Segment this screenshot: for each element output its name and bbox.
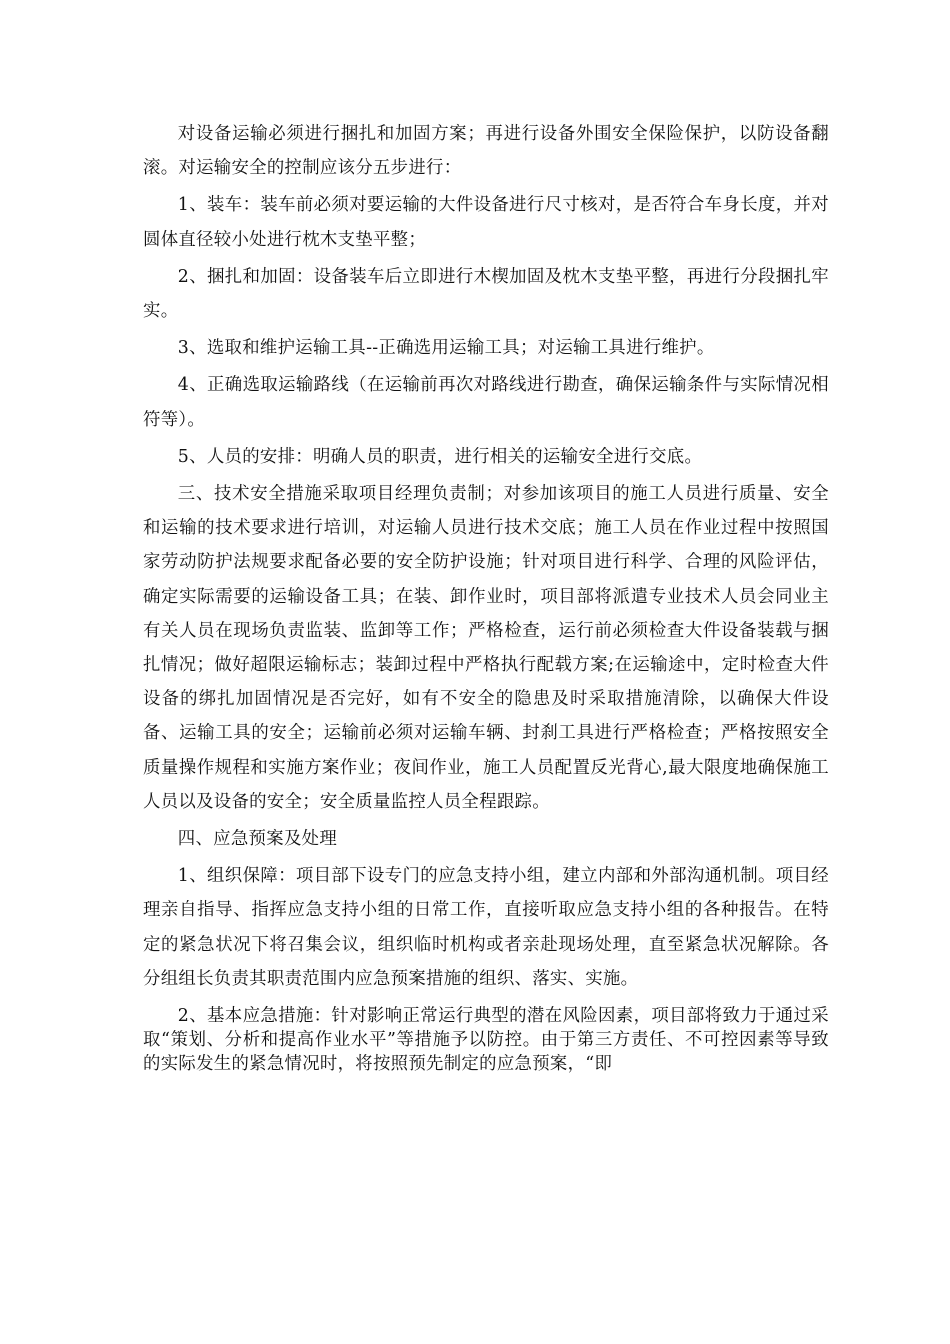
- section-heading-4-emergency: 四、应急预案及处理: [177, 829, 338, 850]
- paragraph-step-3-tools: 3、选取和维护运输工具--正确选用运输工具；对运输工具进行维护。: [177, 338, 715, 359]
- paragraph-emergency-measures: 2、基本应急措施：针对影响正常运行典型的潜在风险因素，项目部将致力于通过采取“策划、分析和提高作业水平”等措施予以防控。由于第三方责任、不可控因素等导致的实际发生的紧急情况时，将按照预先制定的应急预案，“即: [143, 1006, 829, 1075]
- paragraph-step-2-binding: 2、捆扎和加固：设备装车后立即进行木楔加固及枕木支垫平整，再进行分段捆扎牢实。: [143, 266, 829, 322]
- document-body: [143, 117, 829, 1076]
- paragraph-emergency-organization: 1、组织保障：项目部下设专门的应急支持小组，建立内部和外部沟通机制。项目经理亲自指导、指挥应急支持小组的日常工作，直接听取应急支持小组的各种报告。在特定的紧急状况下将召集会议，组织临时机构或者亲赴现场处理，直至紧急状况解除。各分组组长负责其职责范围内应急预案措施的组织、落实、实施。: [143, 866, 829, 989]
- paragraph-step-4-route: 4、正确选取运输路线（在运输前再次对路线进行勘查，确保运输条件与实际情况相符等）。: [143, 375, 829, 430]
- paragraph-intro: 对设备运输必须进行捆扎和加固方案；再进行设备外围安全保险保护，以防设备翻滚。对运输安全的控制应该分五步进行：: [143, 124, 829, 179]
- paragraph-section-3-safety: 三、技术安全措施采取项目经理负责制；对参加该项目的施工人员进行质量、安全和运输的技术要求进行培训，对运输人员进行技术交底；施工人员在作业过程中按照国家劳动防护法规要求配备必要的安全防护设施；针对项目进行科学、合理的风险评估，确定实际需要的运输设备工具；在装、卸作业时，项目部将派遣专业技术人员会同业主有关人员在现场负责监装、监卸等工作；严格检查，运行前必须检查大件设备装载与捆扎情况；做好超限运输标志；装卸过程中严格执行配载方案;在运输途中，定时检查大件设备的绑扎加固情况是否完好，如有不安全的隐患及时采取措施清除，以确保大件设备、运输工具的安全；运输前必须对运输车辆、封刹工具进行严格检查；严格按照安全质量操作规程和实施方案作业；夜间作业，施工人员配置反光背心,最大限度地确保施工人员以及设备的安全；安全质量监控人员全程跟踪。: [143, 484, 829, 812]
- paragraph-step-5-personnel: 5、人员的安排：明确人员的职责，进行相关的运输安全进行交底。: [177, 446, 703, 467]
- paragraph-step-1-loading: 1、装车：装车前必须对要运输的大件设备进行尺寸核对，是否符合车身长度，并对圆体直径较小处进行枕木支垫平整；: [143, 195, 829, 250]
